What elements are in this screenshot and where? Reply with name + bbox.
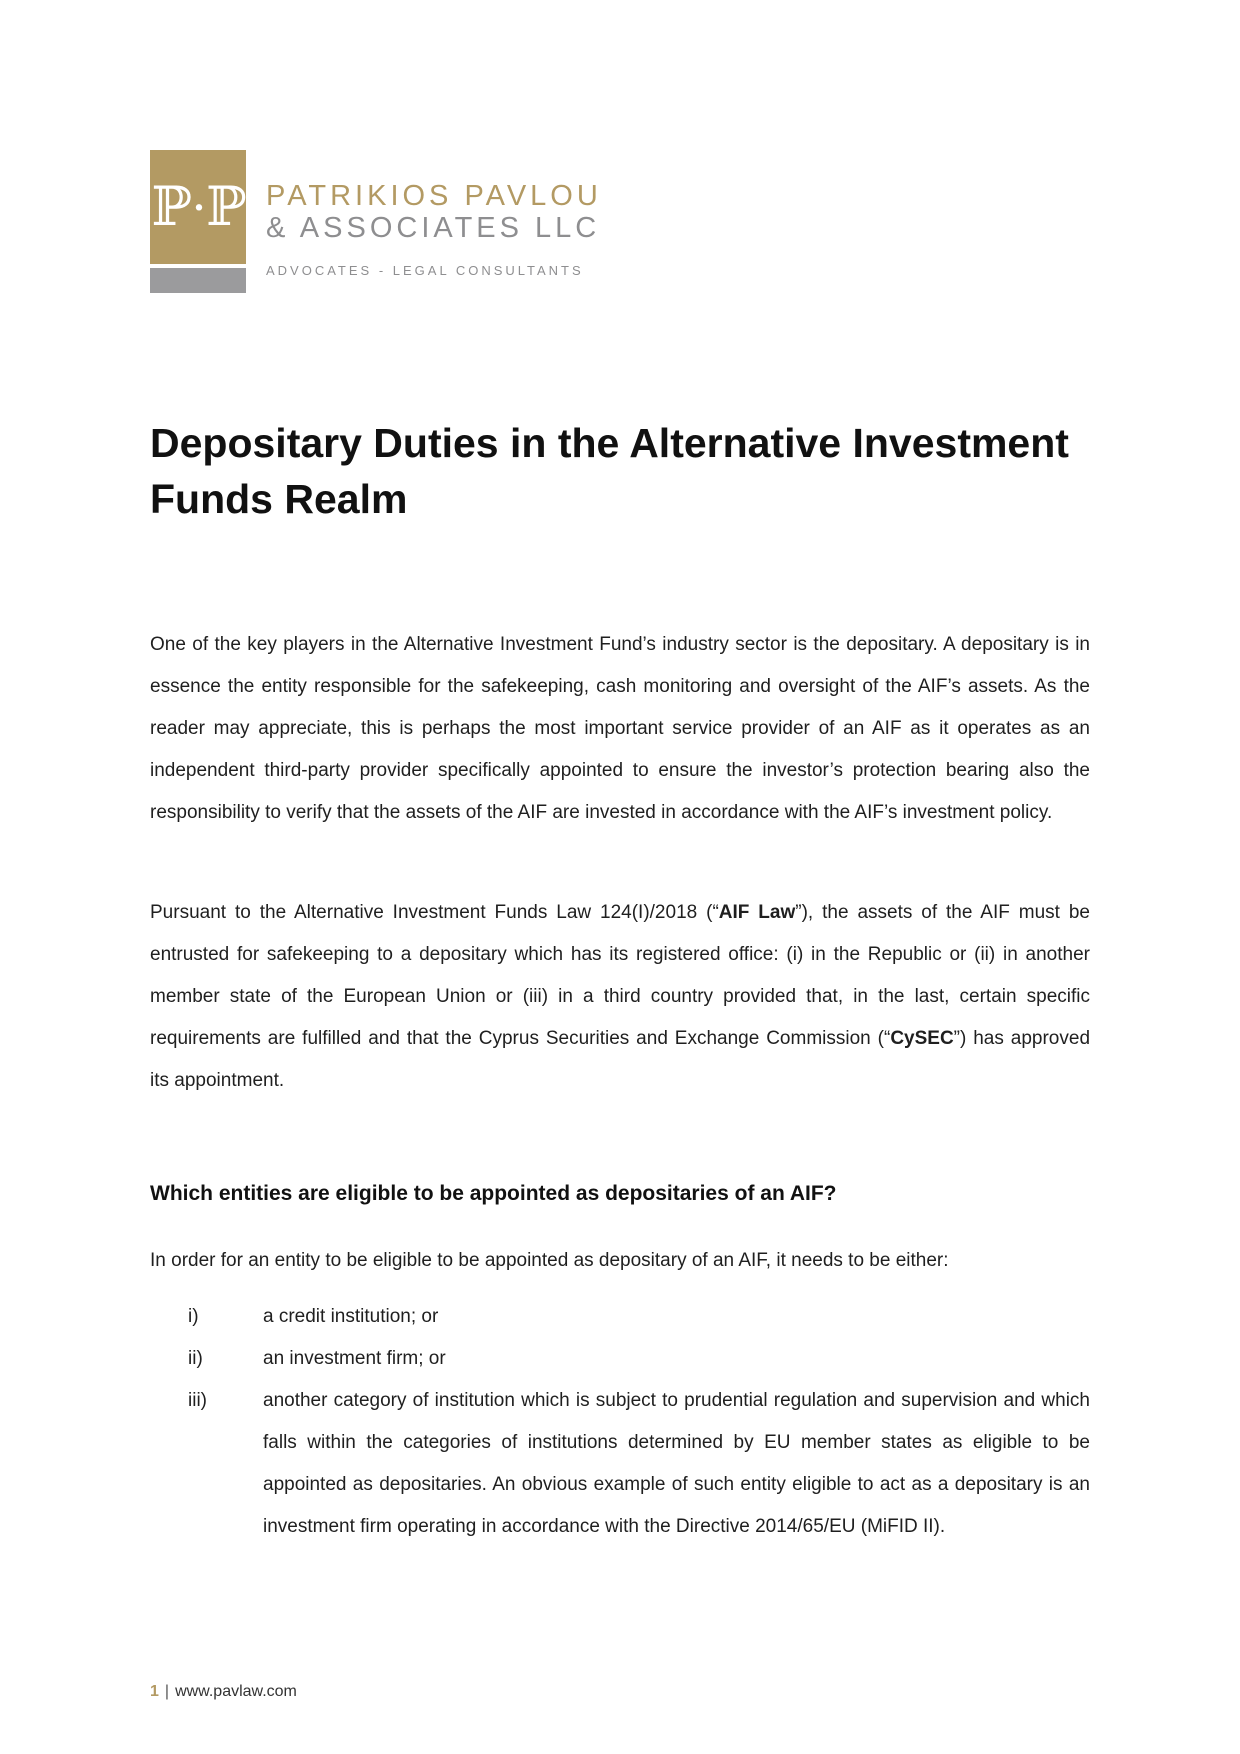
paragraph-text: Pursuant to the Alternative Investment Funds Law 124(I)/2018 (“ (150, 902, 719, 923)
page-number: 1 (150, 1683, 159, 1700)
page-footer (150, 1683, 297, 1701)
paragraph-eligibility: In order for an entity to be eligible to be appointed as depositary of an AIF, it needs to be either: (150, 1250, 949, 1271)
section-heading: Which entities are eligible to be appointed as depositaries of an AIF? (150, 1182, 837, 1205)
list-item-text: an investment firm; or (263, 1348, 446, 1369)
list-item (150, 1338, 1090, 1380)
list-item (150, 1380, 1090, 1548)
footer-website-link[interactable]: www.pavlaw.com (175, 1683, 297, 1700)
logo-firm-name-line2: & ASSOCIATES LLC (266, 212, 601, 244)
paragraph-intro: One of the key players in the Alternative Investment Fund’s industry sector is the depositary. A depositary is in essence the entity responsible for the safekeeping, cash monitoring and oversight of the AIF’s assets. As the reader may appreciate, this is perhaps the most important service provider of an AIF as it operates as an independent third-party provider specifically appointed to ensure the investor’s protection bearing also the responsibility to verify that the assets of the AIF are invested in accordance with the AIF’s investment policy. (150, 634, 1090, 823)
logo-gray-bar (150, 268, 246, 293)
list-item-number: ii) (188, 1348, 203, 1369)
defined-term-aif-law: AIF Law (718, 902, 796, 923)
defined-term-cysec: CySEC (890, 1028, 954, 1049)
logo-firm-name-line1: PATRIKIOS PAVLOU (266, 180, 602, 212)
list-item-text: another category of institution which is subject to prudential regulation and supervision and which falls within the categories of institutions determined by EU member states as eligible to be appointed as depositaries. An obvious example of such entity eligible to act as a depositary is an investment firm operating in accordance with the Directive 2014/65/EU (MiFID II). (263, 1390, 1090, 1537)
paragraph-aif-law (150, 892, 1090, 1102)
list-item-text: a credit institution; or (263, 1306, 439, 1327)
document-title: Depositary Duties in the Alternative Investment Funds Realm (150, 420, 1069, 522)
footer-separator: | (164, 1683, 170, 1700)
paragraph-text: ”) has approved its appointment. (150, 1028, 1091, 1091)
logo-monogram: ℙ·ℙ (151, 177, 245, 237)
list-item-number: iii) (188, 1390, 207, 1411)
paragraph-text: ”), the assets of the AIF must be entrusted for safekeeping to a depositary which has its registered office: (i) in the Republic or (ii) in another member state of the European Union or (iii) in a third country provided that, in the last, certain specific requirements are fulfilled and that the Cyprus Securities and Exchange Commission (“ (150, 902, 1090, 1049)
list-item-number: i) (188, 1306, 199, 1327)
eligibility-list (150, 1296, 1090, 1548)
list-item (150, 1296, 1090, 1338)
firm-logo (150, 150, 602, 293)
logo-tagline: ADVOCATES - LEGAL CONSULTANTS (266, 263, 584, 278)
